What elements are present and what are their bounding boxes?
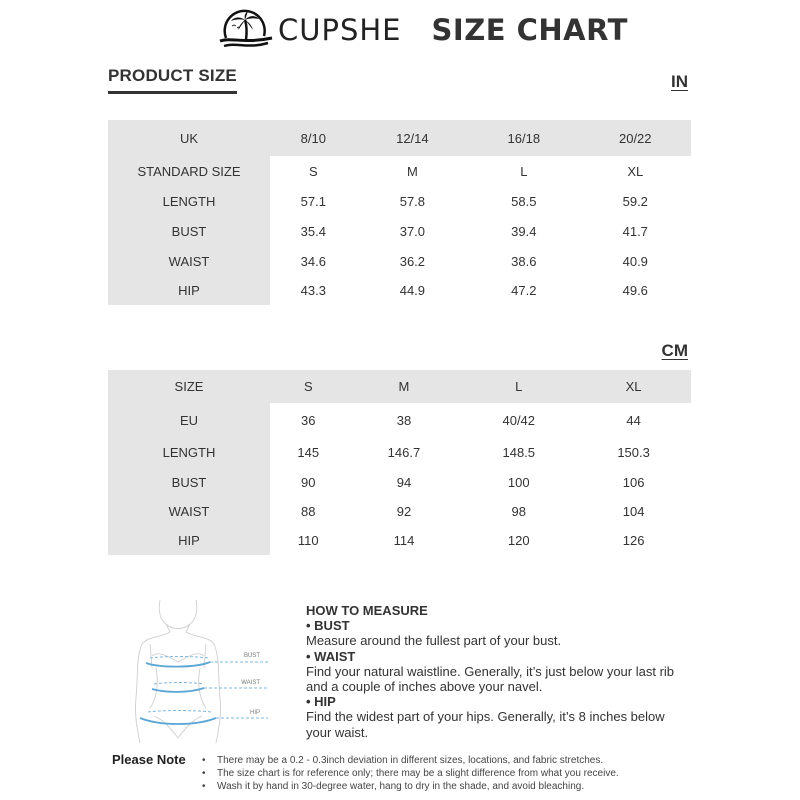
table-cell: L xyxy=(520,164,528,179)
table-cell: 38.6 xyxy=(511,253,537,269)
table-row xyxy=(108,276,691,305)
table-row xyxy=(108,467,691,497)
table-cell: XL xyxy=(627,164,644,179)
table-header-cell: 12/14 xyxy=(357,120,468,156)
body-measurement-figure xyxy=(120,598,268,743)
table-cell: 57.8 xyxy=(399,194,426,209)
table-cell: 49.6 xyxy=(622,283,648,298)
table-header-cell: XL xyxy=(576,370,691,403)
brand-name: CUPSHE xyxy=(278,13,402,47)
table-cell: 146.7 xyxy=(387,444,421,460)
table-cell: 39.4 xyxy=(511,223,537,239)
table-header-cell: 16/18 xyxy=(468,120,579,156)
table-header-cell: S xyxy=(270,370,347,403)
table-header-cell: SIZE xyxy=(108,370,270,403)
table-header-cell: L xyxy=(461,370,576,403)
inch-size-table xyxy=(108,120,691,305)
table-cell: 98 xyxy=(511,504,526,519)
measure-item-hip-text: Find the widest part of your hips. Generally, it’s 8 inches below your waist. xyxy=(306,709,665,740)
table-cell: 150.3 xyxy=(617,444,650,460)
please-note-list xyxy=(202,754,619,793)
table-cell: 120 xyxy=(507,533,530,548)
table-cell: 37.0 xyxy=(399,223,426,239)
table-cell: 104 xyxy=(622,504,645,519)
how-to-measure-title: HOW TO MEASURE xyxy=(306,603,428,618)
note-item: • There may be a 0.2 - 0.3inch deviation in different sizes, locations, and fabric stretches. xyxy=(202,754,619,767)
unit-label-centimeters: CM xyxy=(661,341,688,360)
row-label: BUST xyxy=(108,467,270,497)
row-label: STANDARD SIZE xyxy=(108,156,270,187)
table-cell: 43.3 xyxy=(300,283,326,298)
table-header-cell: 8/10 xyxy=(270,120,357,156)
unit-label-inches: IN xyxy=(671,72,688,91)
row-label: EU xyxy=(108,403,270,437)
row-label: LENGTH xyxy=(108,437,270,467)
table-header-row xyxy=(108,370,691,403)
table-cell: 94 xyxy=(396,474,412,490)
table-cell: 90 xyxy=(301,474,316,490)
table-cell: 38 xyxy=(396,412,412,428)
note-item: • The size chart is for reference only; there may be a slight difference from what you receive. xyxy=(202,767,619,780)
row-label: HIP xyxy=(108,526,270,555)
table-cell: 126 xyxy=(622,533,645,548)
table-row xyxy=(108,216,691,246)
table-row xyxy=(108,526,691,555)
cm-size-table xyxy=(108,370,691,555)
table-row xyxy=(108,187,691,216)
table-cell: 36 xyxy=(301,412,316,428)
table-row xyxy=(108,246,691,276)
how-to-measure xyxy=(306,603,686,740)
table-cell: 41.7 xyxy=(622,223,648,239)
table-cell: 40.9 xyxy=(622,253,648,269)
section-title: PRODUCT SIZE xyxy=(108,66,237,94)
table-header-cell: M xyxy=(347,370,462,403)
table-header-cell: UK xyxy=(108,120,270,156)
table-cell: 36.2 xyxy=(399,253,426,269)
row-label: WAIST xyxy=(108,246,270,276)
figure-label-waist: WAIST xyxy=(241,680,260,686)
table-cell: 59.2 xyxy=(622,194,648,209)
table-cell: 145 xyxy=(297,444,320,460)
page-title: SIZE CHART xyxy=(431,13,628,47)
table-row xyxy=(108,156,691,187)
table-row xyxy=(108,497,691,526)
table-cell: M xyxy=(406,164,418,179)
table-row xyxy=(108,437,691,467)
table-cell: 114 xyxy=(393,533,415,548)
table-header-cell: 20/22 xyxy=(580,120,691,156)
table-cell: 57.1 xyxy=(300,194,326,209)
table-cell: 106 xyxy=(622,474,645,490)
please-note-label: Please Note xyxy=(112,752,186,767)
note-item: • Wash it by hand in 30-degree water, hang to dry in the shade, and avoid bleaching. xyxy=(202,780,619,793)
table-cell: 88 xyxy=(301,504,316,519)
row-label: WAIST xyxy=(108,497,270,526)
table-cell: 40/42 xyxy=(502,412,536,428)
table-cell: 92 xyxy=(396,504,412,519)
measure-item-hip-title: • HIP xyxy=(306,694,336,710)
table-cell: 110 xyxy=(297,533,319,548)
table-cell: 44 xyxy=(626,412,641,428)
table-cell: 35.4 xyxy=(300,223,326,239)
palm-tree-sunset-icon xyxy=(218,8,274,52)
table-cell: 34.6 xyxy=(300,253,326,269)
table-header-row xyxy=(108,120,691,156)
measure-item-waist-title: • WAIST xyxy=(306,648,356,664)
row-label: LENGTH xyxy=(108,187,270,216)
table-cell: 100 xyxy=(507,474,530,490)
row-label: BUST xyxy=(108,216,270,246)
measure-item-bust-title: • BUST xyxy=(306,618,350,634)
figure-label-hip: HIP xyxy=(249,710,260,716)
table-cell: S xyxy=(308,164,318,179)
header xyxy=(218,8,628,52)
table-cell: 44.9 xyxy=(399,283,426,298)
figure-label-bust: BUST xyxy=(243,653,260,659)
row-label: HIP xyxy=(108,276,270,305)
measure-item-bust-text: Measure around the fullest part of your bust. xyxy=(306,633,562,649)
measure-item-waist-text: Find your natural waistline. Generally, it’s just below your last rib and a couple of inches above your navel. xyxy=(306,663,675,695)
table-row xyxy=(108,403,691,437)
table-cell: 148.5 xyxy=(502,444,536,460)
please-note xyxy=(112,752,619,793)
table-cell: 58.5 xyxy=(511,194,537,209)
table-cell: 47.2 xyxy=(511,283,537,298)
